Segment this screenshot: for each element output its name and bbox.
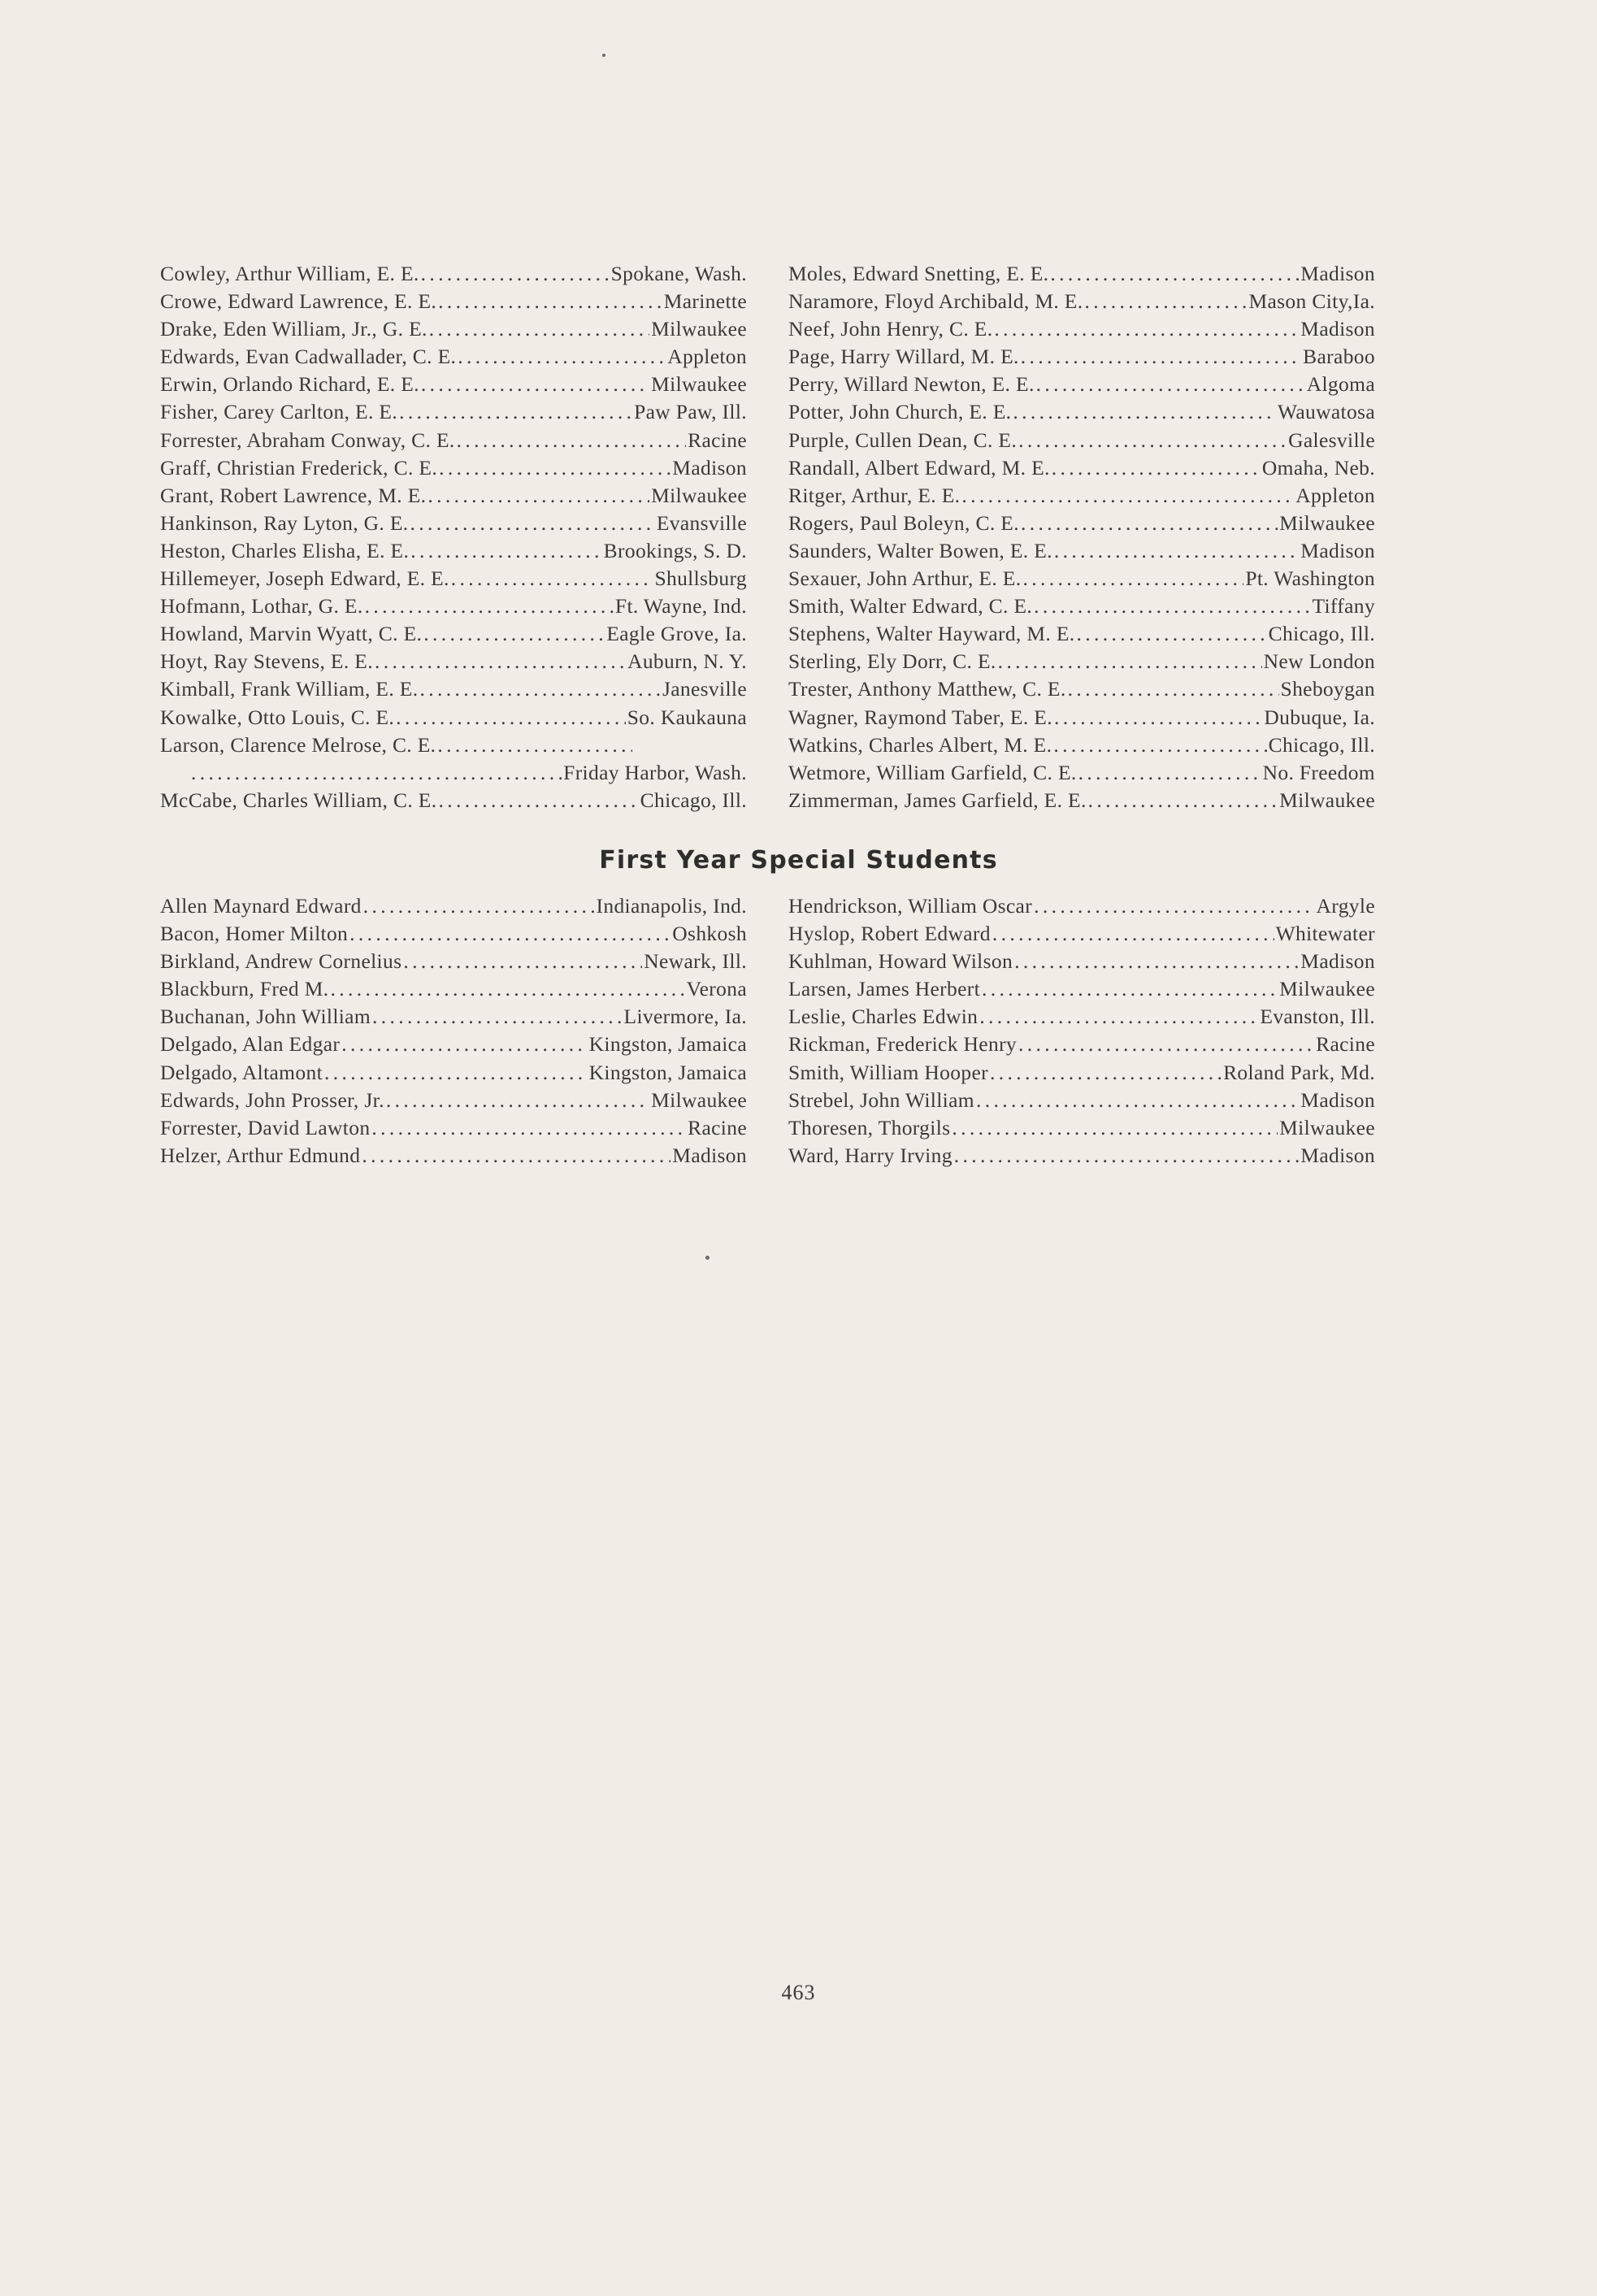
dot-leader <box>191 759 562 787</box>
list-item <box>788 1087 1375 1114</box>
dot-leader <box>954 1142 1300 1170</box>
student-name: Grant, Robert Lawrence, M. E. <box>160 483 427 507</box>
student-hometown: Racine <box>1316 1032 1375 1057</box>
student-name: Edwards, John Prosser, Jr. <box>160 1087 384 1112</box>
dot-leader <box>961 482 1294 510</box>
student-name: Kimball, Frank William, E. E. <box>160 677 419 701</box>
dot-leader <box>365 592 614 620</box>
student-name: Crowe, Edward Lawrence, E. E. <box>160 289 437 314</box>
student-hometown: Dubuque, Ia. <box>1264 705 1375 729</box>
dot-leader <box>998 648 1262 675</box>
dot-leader <box>994 315 1299 343</box>
student-name: Forrester, Abraham Conway, C. E. <box>160 428 455 452</box>
dot-leader <box>952 1114 1278 1142</box>
dot-leader <box>1018 427 1287 454</box>
dot-leader <box>1088 787 1278 814</box>
student-hometown: Whitewater <box>1275 922 1375 946</box>
dot-leader <box>1013 398 1276 426</box>
student-hometown: Evansville <box>656 510 747 535</box>
student-hometown: Chicago, Ill. <box>640 788 747 812</box>
dot-leader <box>458 343 666 371</box>
list-item <box>160 537 747 565</box>
student-name: Stephens, Walter Hayward, M. E. <box>788 622 1075 646</box>
dot-leader <box>979 1003 1258 1031</box>
student-name: Forrester, David Lawton <box>160 1115 371 1139</box>
dot-leader <box>1077 620 1267 648</box>
list-item <box>160 648 747 675</box>
list-item <box>788 648 1375 675</box>
dot-leader <box>421 371 649 398</box>
student-name: Neef, John Henry, C. E. <box>788 317 993 341</box>
student-name: Hillemeyer, Joseph Edward, E. E. <box>160 566 449 591</box>
student-hometown: Milwaukee <box>651 483 747 507</box>
student-name: Larsen, James Herbert <box>788 977 981 1001</box>
dot-leader <box>439 454 670 482</box>
student-hometown: Wauwatosa <box>1277 400 1375 424</box>
student-hometown: New London <box>1263 649 1375 674</box>
student-name: Saunders, Walter Bowen, E. E. <box>788 538 1052 562</box>
dot-leader <box>423 620 605 648</box>
list-item <box>160 1142 747 1170</box>
student-hometown: Shullsburg <box>654 566 747 591</box>
student-hometown: Madison <box>1300 1143 1375 1167</box>
dot-leader <box>427 482 649 510</box>
student-hometown: Milwaukee <box>1279 788 1375 812</box>
student-hometown: Pt. Washington <box>1245 566 1375 591</box>
list-item <box>160 315 747 343</box>
list-item <box>160 892 747 920</box>
student-hometown: Baraboo <box>1303 345 1375 369</box>
list-item <box>160 343 747 371</box>
dot-leader <box>1053 731 1266 759</box>
student-name: Watkins, Charles Albert, M. E. <box>788 732 1052 757</box>
list-item <box>788 892 1375 920</box>
student-name: Larson, Clarence Melrose, C. E. <box>160 732 436 757</box>
student-list-left-column <box>160 260 747 814</box>
student-hometown: Newark, Ill. <box>644 949 747 974</box>
list-item <box>160 1114 747 1142</box>
student-name: Helzer, Arthur Edmund <box>160 1143 361 1167</box>
dot-leader <box>451 565 653 592</box>
student-name: Cowley, Arthur William, E. E. <box>160 262 419 285</box>
student-name: Graff, Christian Frederick, C. E. <box>160 455 438 480</box>
student-name: Ward, Harry Irving <box>788 1143 953 1167</box>
dot-leader <box>1014 948 1299 975</box>
student-hometown: Spokane, Wash. <box>610 262 747 285</box>
list-item <box>788 482 1375 510</box>
dot-leader <box>438 288 662 315</box>
student-name: Delgado, Altamont <box>160 1060 323 1084</box>
student-hometown: Madison <box>1300 1087 1375 1112</box>
list-item <box>160 948 747 975</box>
special-students-right-column <box>788 892 1375 1170</box>
dot-leader <box>990 1059 1222 1087</box>
student-hometown: Madison <box>1300 262 1375 285</box>
list-item <box>160 288 747 315</box>
list-item <box>160 975 747 1003</box>
list-item <box>160 1059 747 1087</box>
dot-leader <box>375 648 626 675</box>
student-name: Wetmore, William Garfield, C. E. <box>788 760 1077 784</box>
dot-leader <box>362 1142 670 1170</box>
student-hometown: Madison <box>1300 317 1375 341</box>
student-hometown: Milwaukee <box>1279 1115 1375 1139</box>
dot-leader <box>1034 892 1314 920</box>
page-number: 463 <box>781 1981 816 2004</box>
section-heading: First Year Special Students <box>599 846 998 875</box>
student-hometown: Racine <box>688 1115 747 1139</box>
student-hometown: Kingston, Jamaica <box>588 1032 747 1057</box>
list-item <box>160 398 747 426</box>
list-item <box>160 1003 747 1031</box>
student-hometown: Algoma <box>1306 372 1375 397</box>
dot-leader <box>1078 759 1261 787</box>
student-hometown: Janesville <box>662 677 747 701</box>
list-item <box>160 510 747 537</box>
list-item <box>788 787 1375 814</box>
list-item <box>788 759 1375 787</box>
student-hometown: No. Freedom <box>1262 760 1375 784</box>
student-hometown: Eagle Grove, Ia. <box>606 622 747 646</box>
student-name: Purple, Cullen Dean, C. E. <box>788 428 1018 452</box>
student-hometown: Galesville <box>1288 428 1375 452</box>
student-name: Rickman, Frederick Henry <box>788 1032 1018 1057</box>
student-name: Naramore, Floyd Archibald, M. E. <box>788 289 1083 314</box>
dot-leader <box>1054 537 1299 565</box>
student-name: Bacon, Homer Milton <box>160 922 349 946</box>
dot-leader <box>1021 510 1278 537</box>
student-hometown: Racine <box>688 428 747 452</box>
list-item <box>788 1031 1375 1058</box>
list-item <box>160 675 747 703</box>
student-name: Hendrickson, William Oscar <box>788 894 1033 918</box>
list-item <box>788 1114 1375 1142</box>
list-item <box>788 427 1375 454</box>
list-item <box>788 565 1375 592</box>
list-item <box>788 510 1375 537</box>
dot-leader <box>976 1087 1299 1114</box>
dot-leader <box>438 787 638 814</box>
list-item <box>160 592 747 620</box>
list-item <box>160 787 747 814</box>
student-name: Kuhlman, Howard Wilson <box>788 949 1013 974</box>
dot-leader <box>372 1003 623 1031</box>
student-hometown: Mason City,Ia. <box>1248 289 1375 314</box>
student-hometown: Paw Paw, Ill. <box>634 400 747 424</box>
list-item-continuation <box>160 759 747 787</box>
student-hometown: Madison <box>1300 538 1375 562</box>
list-item <box>788 288 1375 315</box>
list-item <box>160 454 747 482</box>
student-hometown: Evanston, Ill. <box>1260 1005 1375 1029</box>
student-hometown: Oshkosh <box>672 922 747 946</box>
student-name: Blackburn, Fred M. <box>160 977 329 1001</box>
dot-leader <box>982 975 1278 1003</box>
student-name: Hoyt, Ray Stevens, E. E. <box>160 649 373 674</box>
student-name: Sterling, Ely Dorr, C. E. <box>788 649 996 674</box>
student-name: Potter, John Church, E. E. <box>788 400 1012 424</box>
student-hometown: Roland Park, Md. <box>1223 1060 1375 1084</box>
student-hometown: Indianapolis, Ind. <box>596 894 747 918</box>
student-list-right-column <box>788 260 1375 814</box>
student-hometown: Appleton <box>1295 483 1375 507</box>
student-name: Kowalke, Otto Louis, C. E. <box>160 705 395 729</box>
list-item <box>788 1142 1375 1170</box>
dot-leader <box>437 731 632 759</box>
list-item <box>788 592 1375 620</box>
list-item <box>160 260 747 288</box>
dot-leader <box>429 315 649 343</box>
list-item <box>788 920 1375 948</box>
list-item <box>788 1059 1375 1087</box>
dot-leader <box>1052 454 1261 482</box>
student-name: Edwards, Evan Cadwallader, C. E. <box>160 345 457 369</box>
dot-leader <box>1022 565 1243 592</box>
list-item <box>788 731 1375 759</box>
student-name: Hyslop, Robert Edward <box>788 922 991 946</box>
student-name: Hankinson, Ray Lyton, G. E. <box>160 510 409 535</box>
student-hometown: Milwaukee <box>651 1087 747 1112</box>
student-hometown: Omaha, Neb. <box>1261 455 1375 480</box>
student-hometown: Madison <box>672 455 747 480</box>
dot-leader <box>371 1114 686 1142</box>
dot-leader <box>330 975 684 1003</box>
dot-leader <box>992 920 1274 948</box>
student-hometown: Milwaukee <box>651 372 747 397</box>
dot-leader <box>386 1087 649 1114</box>
print-speck <box>705 1256 710 1260</box>
student-name: Thoresen, Thorgils <box>788 1115 951 1139</box>
student-hometown: Madison <box>672 1143 747 1167</box>
dot-leader <box>410 510 655 537</box>
dot-leader <box>363 892 595 920</box>
student-name: Rogers, Paul Boleyn, C. E. <box>788 510 1019 535</box>
student-hometown: Friday Harbor, Wash. <box>563 760 747 784</box>
list-item <box>788 537 1375 565</box>
student-hometown: Appleton <box>667 345 747 369</box>
student-name: Ritger, Arthur, E. E. <box>788 483 961 507</box>
list-item <box>788 1003 1375 1031</box>
student-name: Hofmann, Lothar, G. E. <box>160 594 363 618</box>
list-item <box>160 620 747 648</box>
student-name: Perry, Willard Newton, E. E. <box>788 372 1035 397</box>
dot-leader <box>403 948 642 975</box>
dot-leader <box>1068 675 1279 703</box>
student-name: Smith, William Hooper <box>788 1060 988 1084</box>
student-hometown: Livermore, Ia. <box>623 1005 747 1029</box>
student-hometown: Tiffany <box>1312 594 1375 618</box>
dot-leader <box>349 920 670 948</box>
student-hometown: Kingston, Jamaica <box>588 1060 747 1084</box>
student-name: Smith, Walter Edward, C. E. <box>788 594 1033 618</box>
list-item <box>160 482 747 510</box>
student-name: Allen Maynard Edward <box>160 894 362 918</box>
list-item <box>788 620 1375 648</box>
list-item <box>160 704 747 731</box>
student-name: McCabe, Charles William, C. E. <box>160 788 437 812</box>
student-hometown: Auburn, N. Y. <box>627 649 747 674</box>
dot-leader <box>419 675 660 703</box>
student-name: Page, Harry Willard, M. E. <box>788 345 1019 369</box>
special-students-left-column <box>160 892 747 1170</box>
list-item <box>160 731 747 759</box>
student-name: Buchanan, John William <box>160 1005 371 1029</box>
student-hometown: Ft. Wayne, Ind. <box>614 594 747 618</box>
list-item <box>160 565 747 592</box>
student-name: Trester, Anthony Matthew, C. E. <box>788 677 1066 701</box>
student-name: Leslie, Charles Edwin <box>788 1005 979 1029</box>
dot-leader <box>1050 260 1299 288</box>
list-item <box>160 920 747 948</box>
dot-leader <box>399 398 632 426</box>
dot-leader <box>1034 592 1310 620</box>
student-name: Wagner, Raymond Taber, E. E. <box>788 705 1052 729</box>
student-name: Strebel, John William <box>788 1087 974 1112</box>
dot-leader <box>341 1031 587 1058</box>
student-name: Drake, Eden William, Jr., G. E. <box>160 317 427 341</box>
list-item <box>788 371 1375 398</box>
list-item <box>788 704 1375 731</box>
student-hometown: So. Kaukauna <box>627 705 747 729</box>
list-item <box>788 260 1375 288</box>
student-hometown: Milwaukee <box>651 317 747 341</box>
dot-leader <box>1054 704 1262 731</box>
dot-leader <box>1021 343 1301 371</box>
list-item <box>788 454 1375 482</box>
student-hometown: Argyle <box>1316 894 1375 918</box>
student-hometown: Milwaukee <box>1279 510 1375 535</box>
student-name: Erwin, Orlando Richard, E. E. <box>160 372 419 397</box>
student-hometown: Milwaukee <box>1279 977 1375 1001</box>
dot-leader <box>324 1059 588 1087</box>
list-item <box>788 343 1375 371</box>
list-item <box>160 1031 747 1058</box>
student-hometown: Chicago, Ill. <box>1268 622 1375 646</box>
dot-leader <box>457 427 686 454</box>
student-hometown: Sheboygan <box>1280 677 1375 701</box>
student-name: Zimmerman, James Garfield, E. E. <box>788 788 1087 812</box>
student-name: Delgado, Alan Edgar <box>160 1032 341 1057</box>
dot-leader <box>421 260 610 288</box>
list-item <box>788 675 1375 703</box>
student-name: Howland, Marvin Wyatt, C. E. <box>160 622 423 646</box>
list-item <box>160 427 747 454</box>
student-hometown: Madison <box>1300 949 1375 974</box>
dot-leader <box>1036 371 1305 398</box>
student-name: Sexauer, John Arthur, E. E. <box>788 566 1022 591</box>
student-name: Moles, Edward Snetting, E. E. <box>788 262 1049 285</box>
student-hometown: Chicago, Ill. <box>1268 732 1375 757</box>
student-name: Randall, Albert Edward, M. E. <box>788 455 1050 480</box>
student-name: Heston, Charles Elisha, E. E. <box>160 538 410 562</box>
student-hometown: Verona <box>686 977 747 1001</box>
list-item <box>788 975 1375 1003</box>
list-item <box>788 398 1375 426</box>
dot-leader <box>410 537 601 565</box>
student-name: Fisher, Carey Carlton, E. E. <box>160 400 398 424</box>
list-item <box>160 1087 747 1114</box>
list-item <box>788 315 1375 343</box>
list-item <box>160 371 747 398</box>
dot-leader <box>1084 288 1247 315</box>
dot-leader <box>396 704 626 731</box>
dot-leader <box>1018 1031 1314 1058</box>
student-name: Birkland, Andrew Cornelius <box>160 949 402 974</box>
list-item <box>788 948 1375 975</box>
student-hometown: Marinette <box>663 289 747 314</box>
print-speck <box>602 54 605 57</box>
student-hometown: Brookings, S. D. <box>603 538 747 562</box>
